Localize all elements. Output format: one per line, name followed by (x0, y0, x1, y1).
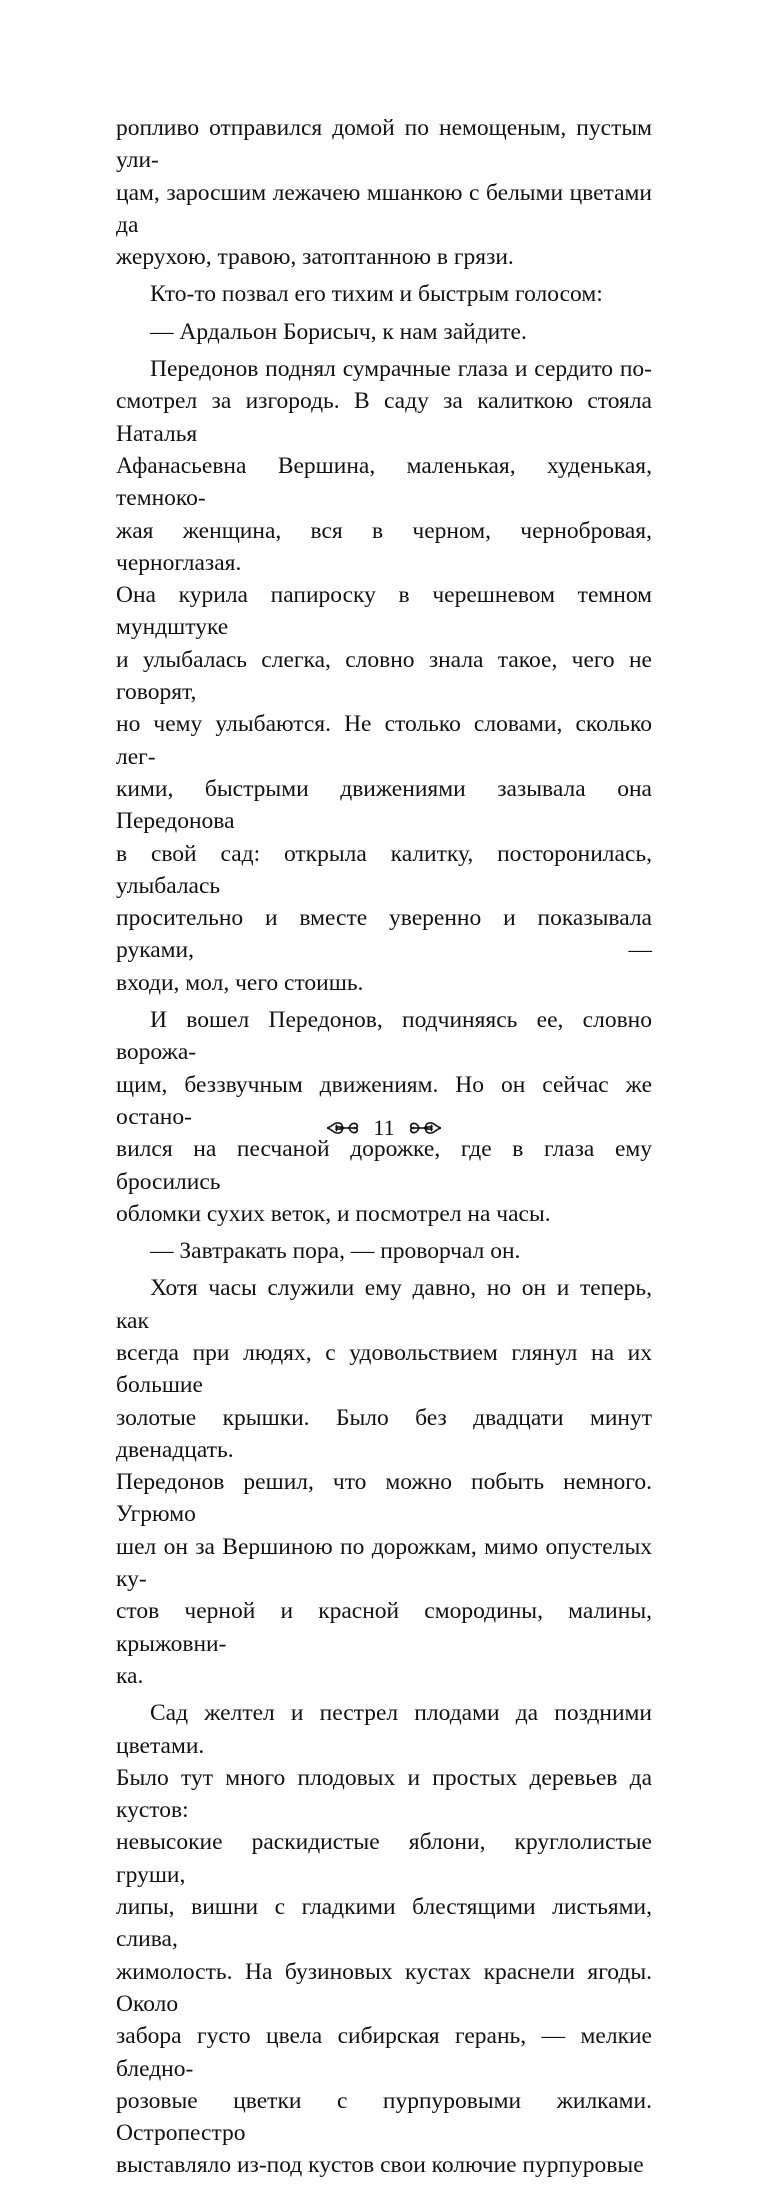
text-line: обломки сухих веток, и посмотрел на часы. (116, 1200, 551, 1227)
text-line: Было тут много плодовых и простых деревьев да кустов: (116, 1764, 652, 1824)
text-line: и улыбалась слегка, словно знала такое, чего не говорят, (116, 646, 652, 706)
text-line: ка. (116, 1662, 144, 1689)
text-line: Сад желтел и пестрел плодами да поздними цветами. (116, 1700, 652, 1759)
paragraph (116, 1272, 652, 1692)
text-line: И вошел Передонов, подчиняясь ее, словно ворожа- (116, 1007, 652, 1066)
text-line: жерухою, травою, затоптанною в грязи. (116, 244, 514, 271)
paragraph (116, 112, 652, 273)
text-line: входи, мол, чего стоишь. (116, 969, 364, 996)
ornament-icon (409, 1117, 443, 1139)
text-line: просительно и вместе уверенно и показывала руками, — (116, 905, 652, 964)
text-line: кими, быстрыми движениями зазывала она Передонова (116, 775, 652, 835)
text-line: Передонов поднял сумрачные глаза и сердито по- (150, 356, 652, 383)
text-line: стов черной и красной смородины, малины, крыжовни- (116, 1598, 652, 1657)
text-line: выставляло из-под кустов свои колючие пурпуровые (116, 2152, 644, 2179)
text-line: розовые цветки с пурпуровыми жилками. Остропестро (116, 2087, 652, 2147)
text-line: жимолость. На бузиновых кустах краснели ягоды. Около (116, 1958, 652, 2017)
text-line: вился на песчаной дорожке, где в глаза ему бросились (116, 1136, 652, 1195)
text-line: всегда при людях, с удовольствием глянул на их большие (116, 1339, 652, 1399)
page-number: 11 (373, 1115, 395, 1140)
page-footer (0, 1108, 768, 1148)
text-line: Передонов решил, что можно побыть немного. Угрюмо (116, 1469, 652, 1528)
text-line: шел он за Вершиною по дорожкам, мимо опустелых ку- (116, 1533, 652, 1593)
text-line: Афанасьевна Вершина, маленькая, худенькая, темноко- (116, 452, 652, 512)
text-line: Кто-то позвал его тихим и быстрым голосом: (150, 281, 603, 308)
paragraph (116, 316, 652, 348)
paragraph (116, 1697, 652, 2181)
text-line: — Завтракать пора, — проворчал он. (150, 1238, 521, 1265)
text-line: цам, заросшим лежачею мшанкою с белыми цветами да (116, 179, 652, 238)
paragraph (116, 353, 652, 999)
text-line: Она курила папироску в черешневом темном мундштуке (116, 582, 652, 641)
text-line: — Ардальон Борисыч, к нам зайдите. (150, 318, 527, 345)
text-line: Хотя часы служили ему давно, но он и теперь, как (116, 1275, 652, 1334)
paragraph (116, 278, 652, 310)
text-line: забора густо цвела сибирская герань, — мелкие бледно- (116, 2023, 652, 2082)
text-line: в свой сад: открыла калитку, посторонилась, улыбалась (116, 840, 652, 899)
page-body (116, 112, 652, 2187)
ornament-icon (325, 1117, 359, 1139)
text-line: жая женщина, вся в черном, чернобровая, черноглазая. (116, 517, 652, 576)
text-line: липы, вишни с гладкими блестящими листьями, слива, (116, 1894, 652, 1953)
text-line: щим, беззвучным движениям. Но он сейчас же остано- (116, 1071, 652, 1130)
text-line: ропливо отправился домой по немощеным, пустым ули- (116, 115, 652, 174)
text-line: но чему улыбаются. Не столько словами, сколько лег- (116, 711, 652, 770)
text-line: золотые крышки. Было без двадцати минут двенадцать. (116, 1404, 652, 1463)
text-line: невысокие раскидистые яблони, круглолистые груши, (116, 1829, 652, 1888)
text-line: смотрел за изгородь. В саду за калиткою стояла Наталья (116, 388, 652, 447)
